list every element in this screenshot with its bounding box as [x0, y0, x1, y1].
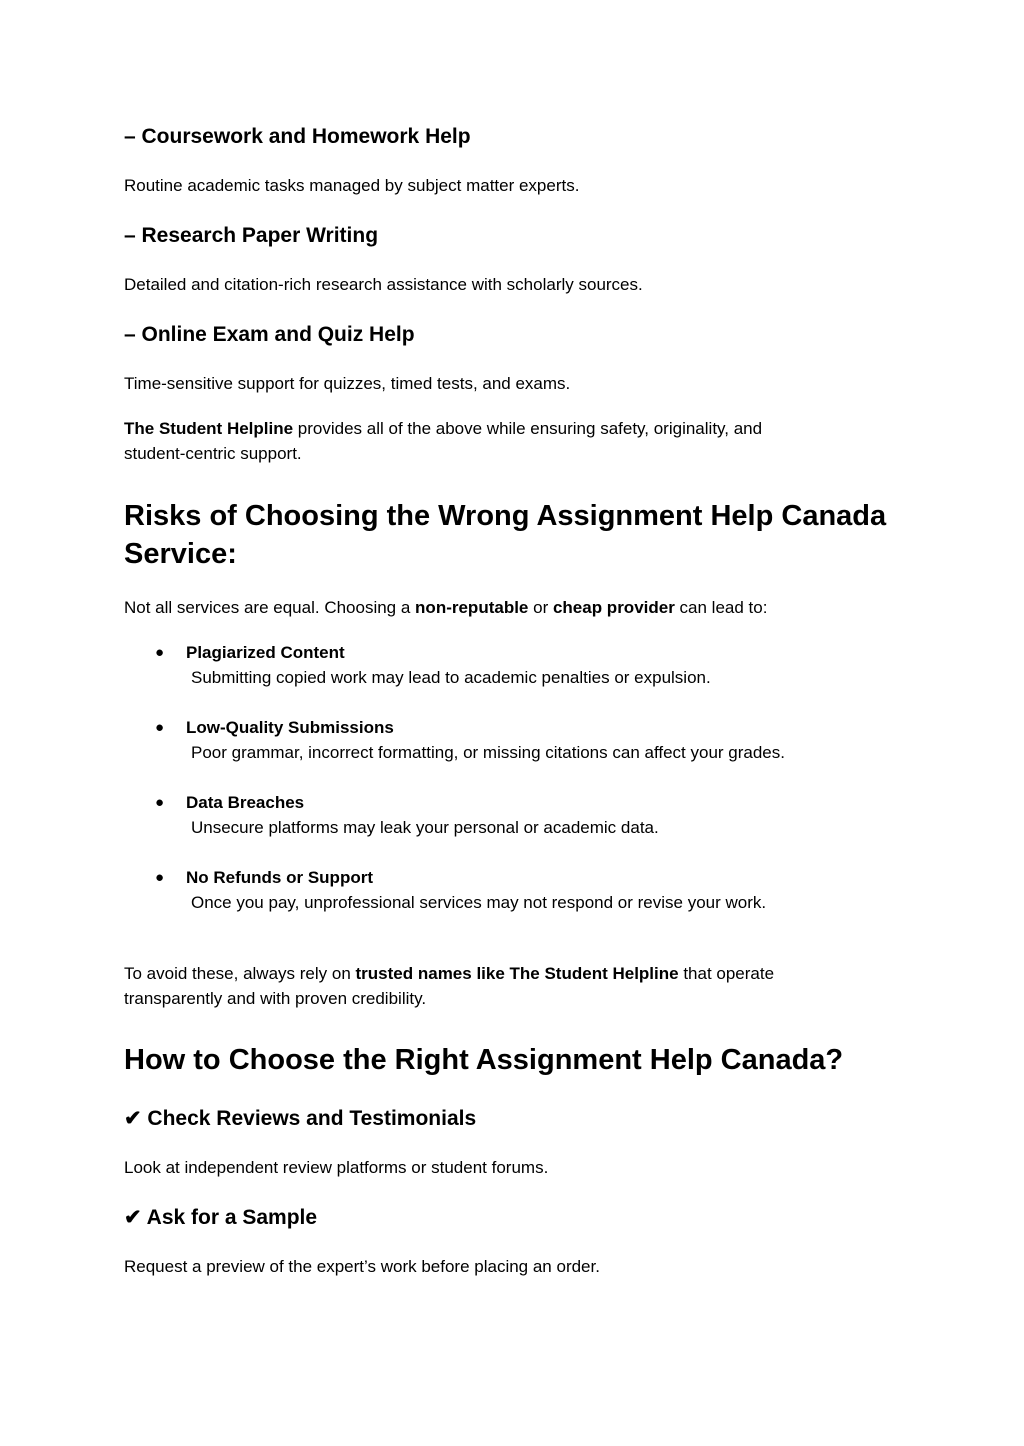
section-text-coursework: Routine academic tasks managed by subject matter experts. — [124, 176, 580, 195]
bullet-icon: ● — [155, 869, 165, 886]
risks-intro-bold-b: cheap provider — [552, 598, 675, 617]
list-item-title: No Refunds or Support — [186, 868, 373, 887]
summary-line2: student-centric support. — [124, 444, 302, 463]
list-item-desc: Once you pay, unprofessional services may not respond or revise your work. — [191, 893, 767, 912]
risks-intro-e: can lead to: — [674, 598, 768, 617]
summary-paragraph — [124, 416, 762, 466]
choose-subheading-reviews: ✔ Check Reviews and Testimonials — [124, 1107, 477, 1130]
summary-rest: provides all of the above while ensuring safety, originality, and — [293, 419, 763, 438]
risks-heading-line1: Risks of Choosing the Wrong Assignment Help Canada — [124, 500, 887, 532]
bullet-icon: ● — [155, 644, 165, 661]
section-heading-research: – Research Paper Writing — [124, 224, 379, 247]
risks-heading-line2: Service: — [124, 538, 237, 570]
list-item-desc: Unsecure platforms may leak your personal or academic data. — [191, 818, 659, 837]
risks-intro-bold-a: non-reputable — [415, 598, 529, 617]
list-item-title: Plagiarized Content — [186, 643, 345, 662]
section-text-exam: Time-sensitive support for quizzes, timed tests, and exams. — [124, 374, 571, 393]
list-item-desc: Poor grammar, incorrect formatting, or missing citations can affect your grades. — [191, 743, 785, 762]
section-text-research: Detailed and citation-rich research assistance with scholarly sources. — [124, 275, 643, 294]
list-item-desc: Submitting copied work may lead to academic penalties or expulsion. — [191, 668, 711, 687]
summary-bold: The Student Helpline — [124, 419, 294, 438]
section-heading-exam: – Online Exam and Quiz Help — [124, 323, 415, 346]
choose-text-sample: Request a preview of the expert’s work before placing an order. — [124, 1257, 600, 1276]
choose-heading: How to Choose the Right Assignment Help Canada? — [124, 1044, 844, 1076]
list-item-title: Low-Quality Submissions — [186, 718, 394, 737]
risks-heading — [124, 497, 886, 573]
section-heading-coursework: – Coursework and Homework Help — [124, 125, 471, 148]
avoid-text-a: To avoid these, always rely on — [124, 964, 356, 983]
avoid-text-line2: transparently and with proven credibility. — [124, 989, 427, 1008]
risks-intro-a: Not all services are equal. Choosing a — [124, 598, 416, 617]
avoid-text-bold: trusted names like The Student Helpline — [355, 964, 679, 983]
avoid-text-c: that operate — [678, 964, 775, 983]
avoid-paragraph — [124, 961, 774, 1011]
bullet-icon: ● — [155, 794, 165, 811]
choose-text-reviews: Look at independent review platforms or student forums. — [124, 1158, 549, 1177]
choose-subheading-sample: ✔ Ask for a Sample — [124, 1206, 318, 1229]
risks-intro — [124, 595, 767, 620]
risks-intro-c: or — [528, 598, 553, 617]
list-item-title: Data Breaches — [186, 793, 305, 812]
bullet-icon: ● — [155, 719, 165, 736]
